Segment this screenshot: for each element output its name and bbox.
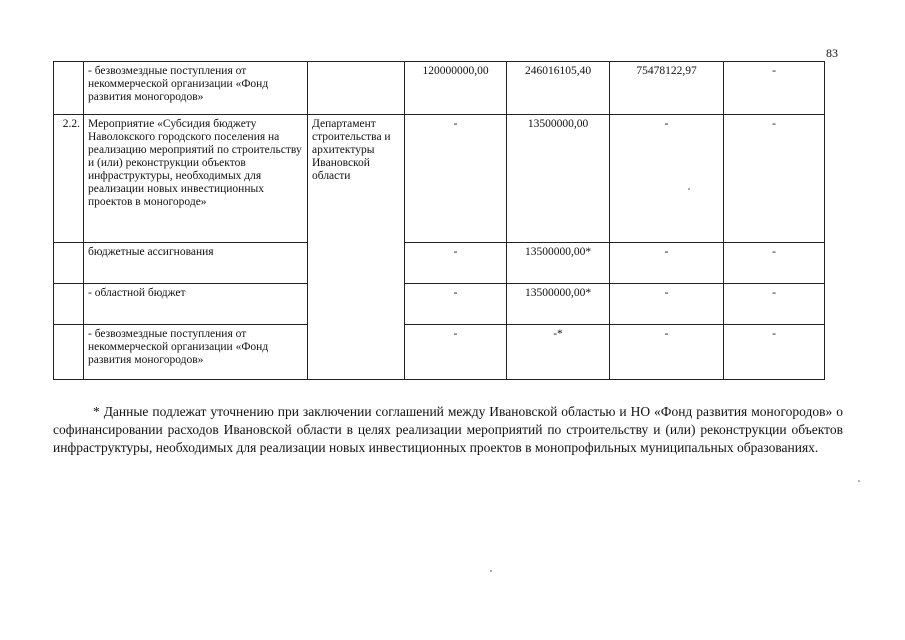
- row-value-2: 13500000,00*: [507, 243, 610, 284]
- row-value-4: -: [724, 62, 825, 115]
- row-executor: Департамент строительства и архитектуры Ивановской области: [308, 115, 405, 243]
- table-row: [54, 62, 825, 115]
- row-index: 2.2.: [54, 115, 84, 243]
- row-name: - безвозмездные поступления от некоммерческой организации «Фонд развития моногородов»: [84, 325, 308, 380]
- row-value-4: -: [724, 325, 825, 380]
- scan-speck: [688, 188, 690, 190]
- scan-speck: [490, 570, 492, 572]
- row-value-3: -: [610, 115, 724, 243]
- row-value-1: 120000000,00: [405, 62, 507, 115]
- row-value-1: -: [405, 243, 507, 284]
- row-value-3: 75478122,97: [610, 62, 724, 115]
- table-row: [54, 243, 825, 284]
- budget-table: [53, 61, 825, 380]
- row-value-1: -: [405, 115, 507, 243]
- table-row: [54, 115, 825, 243]
- row-index: [54, 243, 84, 284]
- row-index: [54, 62, 84, 115]
- row-value-2: 246016105,40: [507, 62, 610, 115]
- row-value-4: -: [724, 243, 825, 284]
- row-executor: [308, 284, 405, 325]
- row-executor: [308, 243, 405, 284]
- row-index: [54, 325, 84, 380]
- row-value-2: -*: [507, 325, 610, 380]
- table-row: [54, 325, 825, 380]
- row-executor: [308, 325, 405, 380]
- row-index: [54, 284, 84, 325]
- row-value-1: -: [405, 284, 507, 325]
- row-name: - безвозмездные поступления от некоммерческой организации «Фонд развития моногородов»: [84, 62, 308, 115]
- row-value-1: -: [405, 325, 507, 380]
- scan-speck: [858, 480, 860, 482]
- row-value-4: -: [724, 115, 825, 243]
- row-executor: [308, 62, 405, 115]
- row-name: бюджетные ассигнования: [84, 243, 308, 284]
- footnote: * Данные подлежат уточнению при заключении соглашений между Ивановской областью и НО «Фонд развития моногородов» о софинансировании расходов Ивановской области в целях реализации мероприятий по строительству и (или) реконструкции объектов инфраструктуры, необходимых для реализации новых инвестиционных проектов в монопрофильных муниципальных образованиях.: [53, 404, 843, 455]
- row-name: Мероприятие «Субсидия бюджету Наволокского городского поселения на реализацию мероприятий по строительству и (или) реконструкции объектов инфраструктуры, необходимых для реализации новых инвестиционных проектов в моногороде»: [84, 115, 308, 243]
- row-value-4: -: [724, 284, 825, 325]
- row-value-3: -: [610, 243, 724, 284]
- row-name: - областной бюджет: [84, 284, 308, 325]
- row-value-2: 13500000,00*: [507, 284, 610, 325]
- table-row: [54, 284, 825, 325]
- row-value-2: 13500000,00: [507, 115, 610, 243]
- page-number: 83: [826, 46, 838, 60]
- row-value-3: -: [610, 325, 724, 380]
- row-value-3: -: [610, 284, 724, 325]
